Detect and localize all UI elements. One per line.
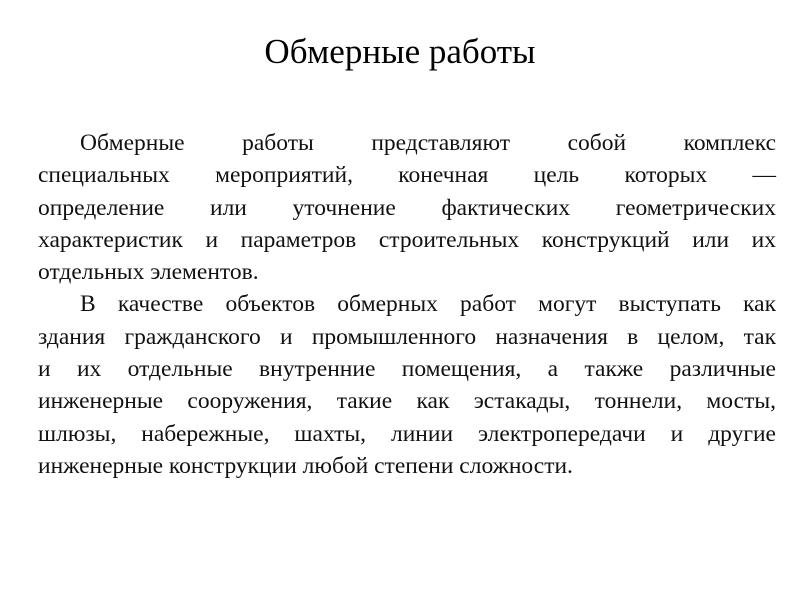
text-line: отдельных элементов.	[38, 259, 259, 286]
paragraph-2	[38, 288, 776, 482]
text-line: специальных мероприятий, конечная цель которых —	[38, 162, 776, 189]
text-line: шлюзы, набережные, шахты, линии электропередачи и другие	[38, 420, 776, 447]
text-line: и их отдельные внутренние помещения, а также различные	[38, 356, 776, 383]
text-line: инженерные сооружения, такие как эстакады, тоннели, мосты,	[38, 388, 776, 415]
text-line: здания гражданского и промышленного назначения в целом, так	[38, 323, 776, 350]
slide-body	[38, 127, 776, 482]
text-line: инженерные конструкции любой степени сложности.	[38, 452, 573, 479]
text-line: В качестве объектов обмерных работ могут выступать как	[80, 291, 776, 318]
text-line: Обмерные работы представляют собой комплекс	[80, 130, 776, 156]
paragraph-1	[38, 127, 776, 288]
text-line: определение или уточнение фактических геометрических	[38, 194, 776, 221]
slide-title: Обмерные работы	[264, 32, 536, 71]
text-line: характеристик и параметров строительных конструкций или их	[38, 226, 776, 253]
